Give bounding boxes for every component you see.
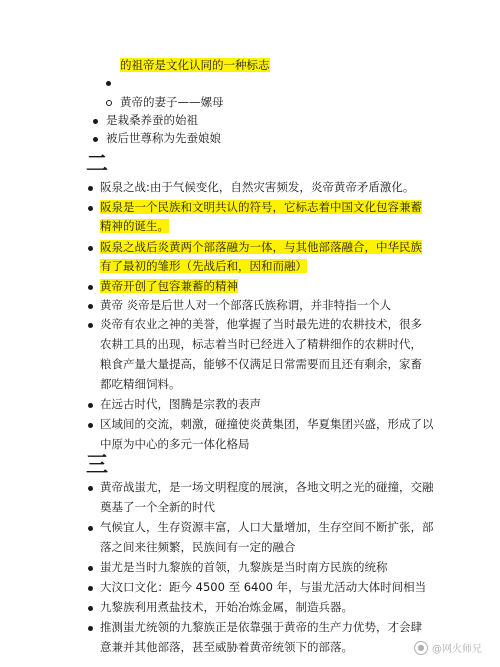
text-line: 都吃精细饲料。 — [100, 377, 181, 391]
bullet-dot — [88, 486, 93, 491]
section-heading: 二 — [86, 152, 111, 177]
bullet-dot — [88, 606, 93, 611]
text-line: 意兼并其他部落，甚至威胁着黄帝统领下的部落。 — [100, 640, 353, 654]
bullet-dot — [88, 423, 93, 428]
highlighted-text: 有了最初的雏形（先战后和，因和而融） — [100, 259, 307, 273]
text-line — [100, 277, 238, 296]
text-line: 粮食产量大量提高，能够不仅满足日常需要而且还有剩余，家畜 — [100, 357, 422, 371]
text-line: 在远古时代，图腾是宗教的表声 — [100, 397, 261, 411]
text-line: 区域间的交流，刺激，碰撞使炎黄集团，华夏集团兴盛，形成了以 — [100, 417, 434, 431]
highlighted-text: 精神的诞生。 — [100, 219, 169, 233]
text-line: 炎帝有农业之神的美誉，他掌握了当时最先进的农耕技术，很多 — [100, 317, 422, 331]
highlighted-text: 的祖帝是文化认同的一种标志 — [120, 58, 270, 72]
watermark-text: @网火师兄 — [432, 644, 482, 655]
text-line: 奠基了一个全新的时代 — [100, 500, 215, 514]
text-line: 蚩尤是当时九黎族的首领，九黎族是当时南方民族的统称 — [100, 560, 388, 574]
text-line — [120, 56, 270, 75]
bullet-dot — [88, 186, 93, 191]
text-line: 九黎族利用煮盐技术，开始冶炼金属，制造兵器。 — [100, 600, 353, 614]
bullet-dot — [88, 304, 93, 309]
section-heading: 三 — [86, 453, 111, 478]
text-line: 大汶口文化：距今 4500 至 6400 年，与蚩尤活动大体时间相当 — [100, 580, 427, 594]
text-line: 中原为中心的多元一体化格局 — [100, 437, 250, 451]
bullet-hollow — [106, 100, 112, 106]
text-line: 推测蚩尤统领的九黎族正是依靠强于黄帝的生产力优势，才会肆 — [100, 620, 422, 634]
text-line: 黄帝的妻子——嫘母 — [120, 95, 224, 109]
text-line: 被后世尊称为先蚕娘娘 — [106, 131, 221, 145]
text-line: 黄帝战蚩尤，是一场文明程度的展演，各地文明之光的碰撞，交融 — [100, 480, 434, 494]
text-line: 气候宜人，生存资源丰富，人口大量增加，生存空间不断扩张，部 — [100, 520, 434, 534]
text-line: 农耕工具的出现，标志着当时已经进入了精耕细作的农耕时代， — [100, 337, 422, 351]
bullet-dot — [106, 81, 111, 86]
text-line: 落之间来往频繁，民族间有一定的融合 — [100, 540, 296, 554]
text-line — [100, 198, 422, 217]
text-line: 是栽桑养蚕的始祖 — [106, 113, 198, 127]
text-line — [100, 217, 169, 236]
headset-icon: ● — [414, 641, 428, 655]
text-line — [100, 238, 422, 257]
text-line: 阪泉之战:由于气候变化，自然灾害频发，炎帝黄帝矛盾激化。 — [100, 180, 415, 194]
bullet-dot — [88, 526, 93, 531]
watermark — [414, 640, 482, 655]
bullet-dot — [88, 285, 93, 290]
bullet-dot — [88, 323, 93, 328]
bullet-dot — [93, 119, 98, 124]
highlighted-text: 阪泉之战后炎黄两个部落融为一体，与其他部落融合，中华民族 — [100, 240, 422, 254]
text-line: 黄帝 炎帝是后世人对一个部落氏族称谓，并非特指一个人 — [100, 298, 392, 312]
bullet-dot — [88, 626, 93, 631]
text-line — [100, 257, 307, 276]
bullet-dot — [88, 566, 93, 571]
bullet-dot — [88, 246, 93, 251]
highlighted-text: 阪泉是一个民族和文明共认的符号，它标志着中国文化包容兼蓄 — [100, 200, 422, 214]
bullet-dot — [88, 403, 93, 408]
bullet-dot — [88, 586, 93, 591]
bullet-dot — [88, 206, 93, 211]
highlighted-text: 黄帝开创了包容兼蓄的精神 — [100, 279, 238, 293]
bullet-dot — [93, 137, 98, 142]
